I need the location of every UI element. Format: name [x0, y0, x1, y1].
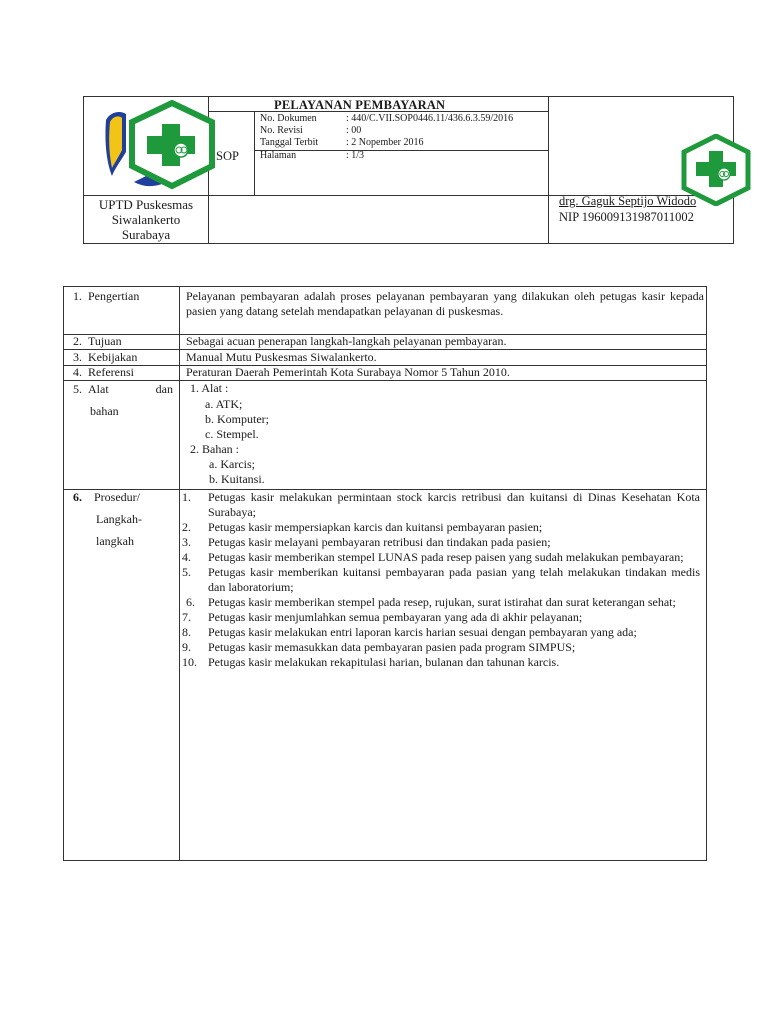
- procedure-step: 10. Petugas kasir melakukan rekapitulasi harian, bulanan dan tahunan karcis.: [182, 655, 560, 669]
- doc-number-value: : 440/C.VII.SOP0446.11/436.6.3.59/2016: [346, 113, 514, 124]
- doc-number-label: No. Dokumen: [260, 113, 317, 124]
- header-divider: [548, 97, 549, 244]
- alat-item: a. ATK;: [205, 397, 243, 411]
- alat-item: b. Komputer;: [205, 412, 269, 426]
- document-title: PELAYANAN PEMBAYARAN: [274, 98, 446, 112]
- signatory-nip: NIP 196009131987011002: [559, 210, 694, 224]
- kebijakan-label: 3. Kebijakan: [73, 350, 138, 364]
- procedure-step: 9. Petugas kasir memasukkan data pembayaran pasien pada program SIMPUS;: [182, 640, 576, 654]
- alat-title: 1. Alat :: [190, 381, 229, 395]
- procedure-step: 7. Petugas kasir menjumlahkan semua pembayaran yang ada di akhir pelayanan;: [182, 610, 583, 624]
- column-divider: [179, 287, 180, 861]
- referensi-label: 4. Referensi: [73, 365, 134, 379]
- prosedur-label-cont: langkah: [96, 534, 134, 548]
- prosedur-label: 6. Prosedur/: [73, 490, 140, 504]
- procedure-step: 8. Petugas kasir melakukan entri laporan karcis harian sesuai dengan pembayaran yang ada;: [182, 625, 637, 639]
- alat-bahan-label-cont: bahan: [90, 404, 119, 418]
- procedure-step: 2. Petugas kasir mempersiapkan karcis dan kuitansi pembayaran pasien;: [182, 520, 543, 534]
- procedure-step: 4. Petugas kasir memberikan stempel LUNAS pada resep paisen yang sudah melakukan pembayaran;: [182, 550, 684, 564]
- issue-date-label: Tanggal Terbit: [260, 137, 319, 148]
- header-divider: [254, 150, 548, 151]
- bahan-item: b. Kuitansi.: [209, 472, 265, 486]
- header-divider: [254, 111, 255, 195]
- procedure-step: 3. Petugas kasir melayani pembayaran retribusi dan tindakan pada pasien;: [182, 535, 551, 549]
- institution-line: Siwalankerto: [111, 212, 181, 227]
- pengertian-label: 1. Pengertian: [73, 289, 140, 303]
- page-value: : 1/3: [346, 150, 365, 161]
- institution-line: UPTD Puskesmas: [98, 197, 194, 212]
- kebijakan-text: Manual Mutu Puskesmas Siwalankerto.: [186, 350, 377, 364]
- row-divider: [64, 380, 707, 381]
- issue-date-value: : 2 Nopember 2016: [346, 137, 424, 148]
- procedure-step: 5. Petugas kasir memberikan kuitansi pembayaran pada pasian yang telah melakukan tindakan medis dan laboratorium;: [182, 565, 700, 594]
- bahan-item: a. Karcis;: [209, 457, 255, 471]
- puskesmas-logo-right: [680, 134, 752, 206]
- referensi-text: Peraturan Daerah Pemerintah Kota Surabaya Nomor 5 Tahun 2010.: [186, 365, 510, 379]
- puskesmas-logo: [100, 100, 218, 196]
- institution-name: [84, 197, 208, 242]
- procedure-step: 1. Petugas kasir melakukan permintaan stock karcis retribusi dan kuitansi di Dinas Kesehatan Kota Surabaya;: [182, 490, 700, 519]
- tujuan-text: Sebagai acuan penerapan langkah-langkah pelayanan pembayaran.: [186, 334, 507, 348]
- sop-label: SOP: [216, 149, 239, 163]
- pengertian-text: Pelayanan pembayaran adalah proses pelayanan pembayaran yang dilakukan oleh petugas kasir kepada pasien yang datang setelah mendapatkan pelayanan di puskesmas.: [186, 289, 704, 318]
- procedure-step: 6. Petugas kasir memberikan stempel pada resep, rujukan, surat istirahat dan surat keterangan sehat;: [186, 595, 676, 609]
- page-label: Halaman: [260, 150, 297, 161]
- signatory-name: drg. Gaguk Septijo Widodo: [559, 194, 697, 208]
- alat-bahan-label: 5. Alat dan: [73, 382, 173, 396]
- revision-label: No. Revisi: [260, 125, 303, 136]
- tujuan-label: 2. Tujuan: [73, 334, 122, 348]
- prosedur-label-cont: Langkah-: [96, 512, 142, 526]
- bahan-title: 2. Bahan :: [190, 442, 239, 456]
- institution-line: Surabaya: [121, 227, 171, 242]
- revision-value: : 00: [346, 125, 362, 136]
- alat-item: c. Stempel.: [205, 427, 259, 441]
- sop-content-table: [63, 286, 707, 861]
- procedure-list: [182, 490, 700, 670]
